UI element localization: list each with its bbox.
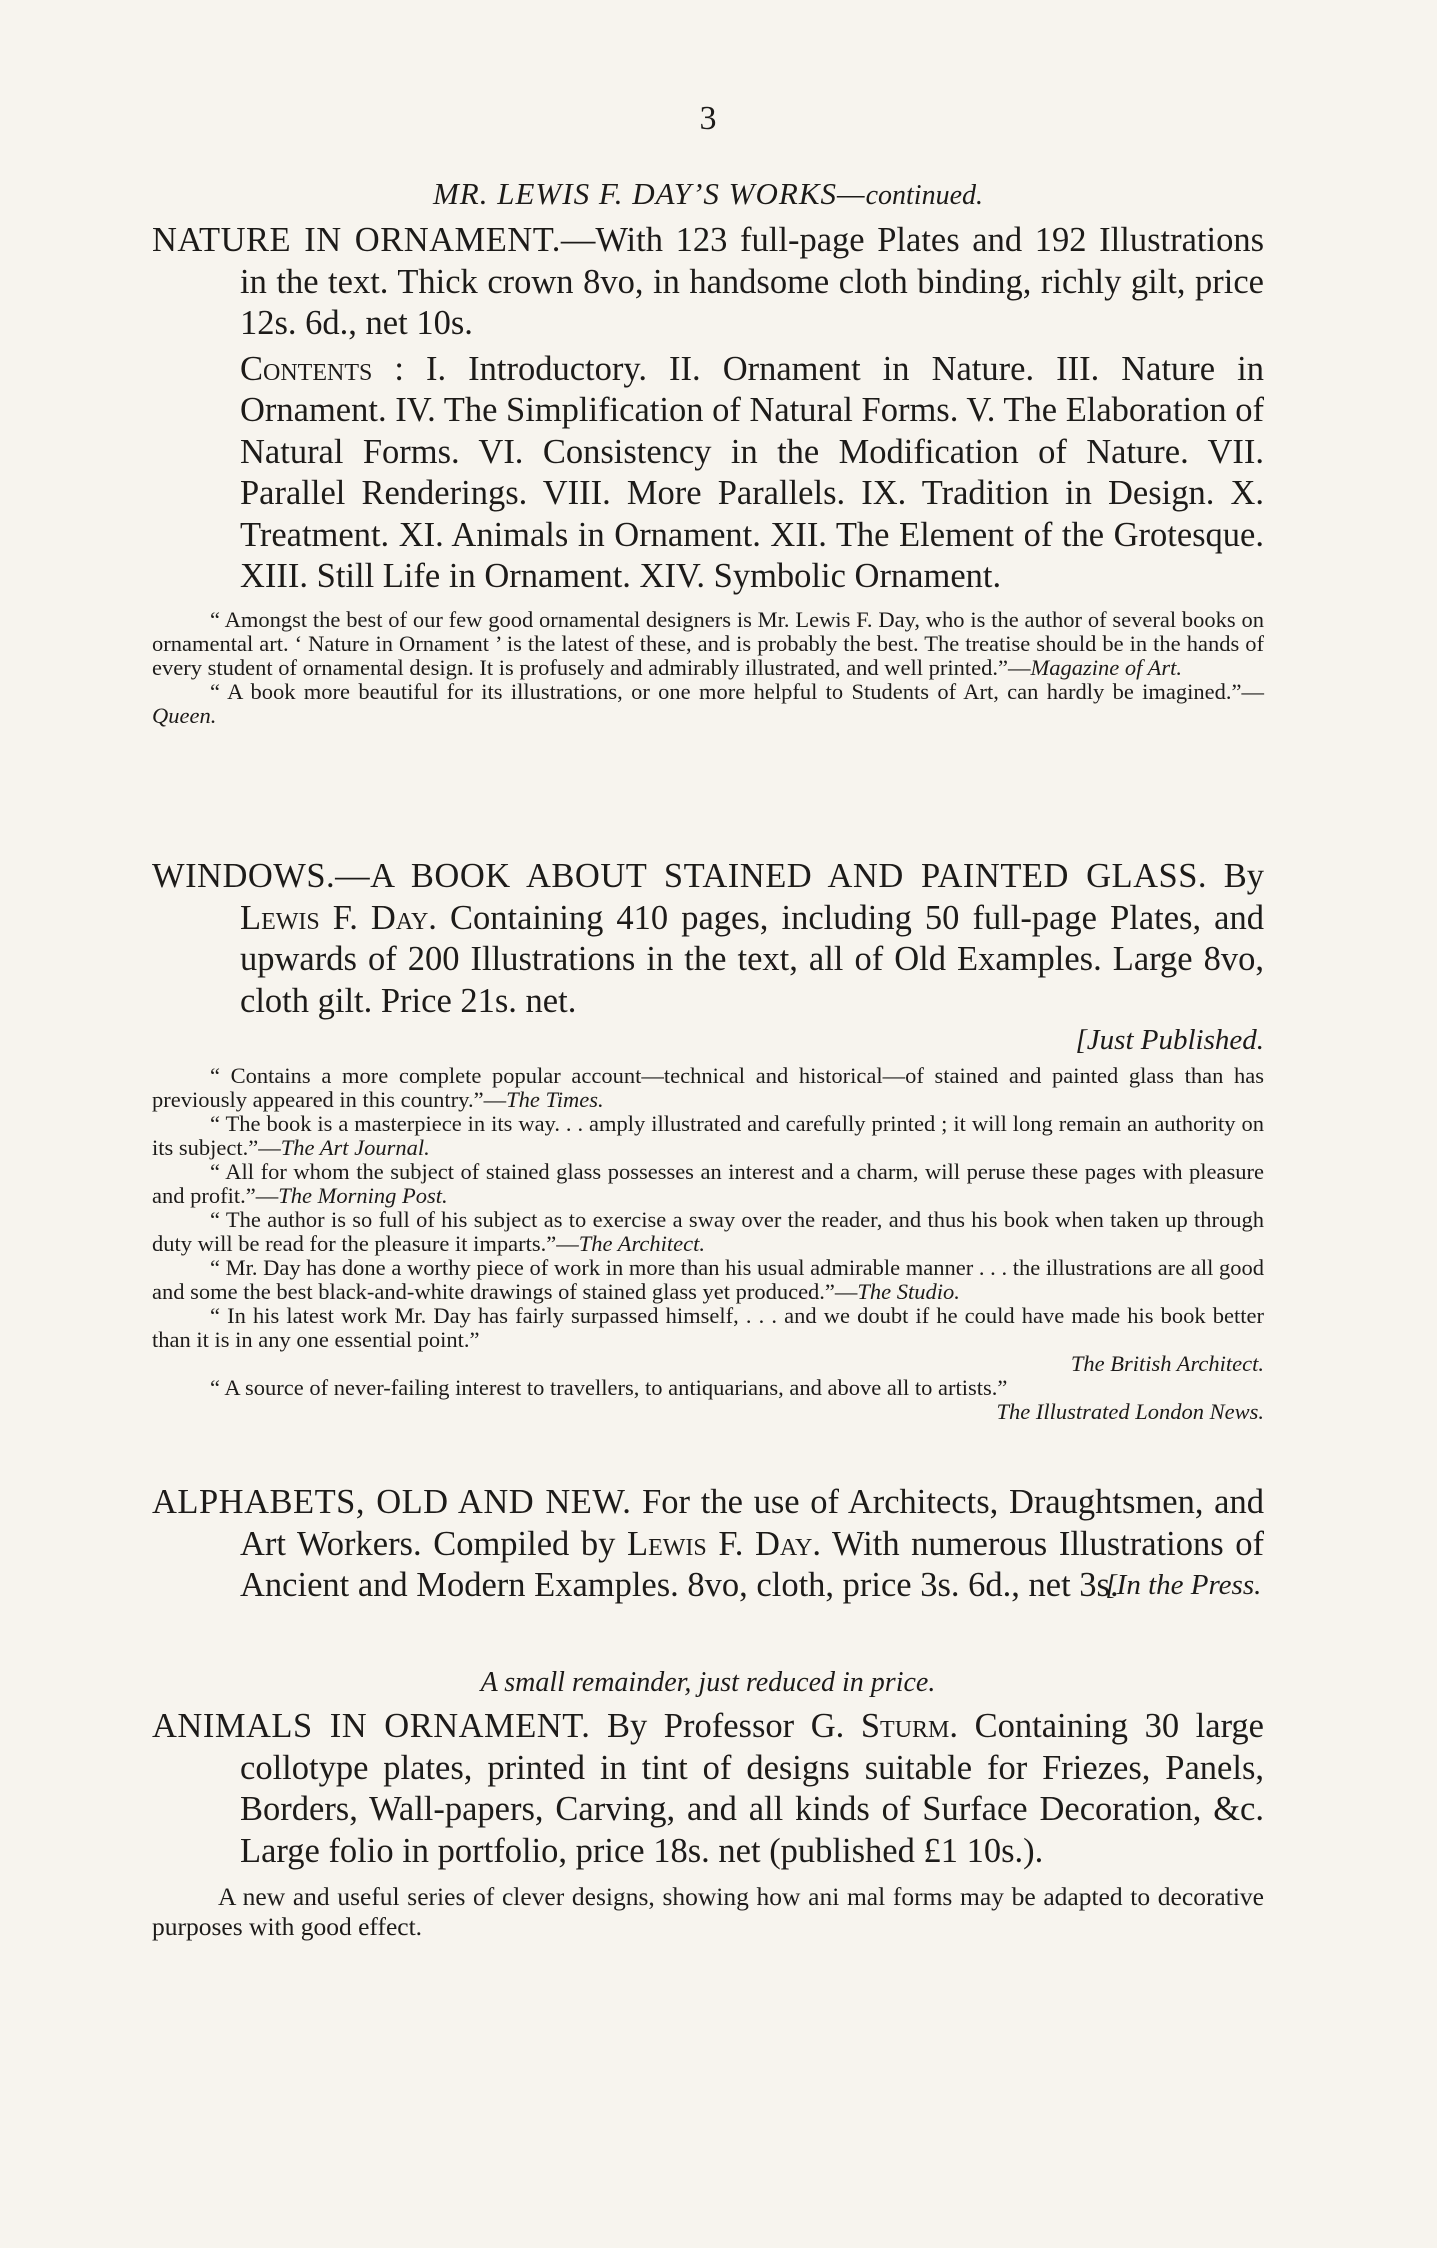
review-source: Queen. (152, 702, 217, 728)
nature-title: NATURE IN ORNAMENT. (152, 221, 561, 259)
review (152, 608, 1264, 680)
windows-author: Lewis F. Day. (240, 898, 437, 937)
review-text: “ All for whom the subject of stained glass possesses an interest and a charm, will peruse these pages with pleasure and profit.”— (152, 1159, 1264, 1208)
review-source: The British Architect. (1070, 1351, 1264, 1376)
alphabets-author: Lewis F. Day. (627, 1524, 821, 1563)
alphabets-status: [In the Press. (1105, 1569, 1262, 1601)
review (152, 1064, 1264, 1112)
running-head-main: MR. LEWIS F. DAY’S WORKS— (432, 176, 866, 211)
page-number: 3 (699, 100, 717, 137)
catalogue-page (152, 0, 1264, 2248)
running-head-continued: continued. (865, 180, 983, 211)
alphabets-desc: For the use of Architects, Draughtsmen, and Art Workers. Compiled by (240, 1483, 1264, 1563)
review-source: Magazine of Art. (1030, 654, 1182, 680)
review-text: “ The book is a masterpiece in its way. . . amply illustrated and carefully printed ; it will long remain an authority on its subject.”— (152, 1111, 1264, 1160)
remainder-note: A small remainder, just reduced in price. (480, 1667, 936, 1698)
windows-heading (152, 856, 1264, 1022)
review-source: The Illustrated London News. (996, 1399, 1264, 1424)
remainder-note-block (152, 1666, 1264, 1700)
animals-heading (152, 1706, 1264, 1872)
windows-title: WINDOWS.—A BOOK ABOUT STAINED AND PAINTED GLASS. (152, 857, 1208, 895)
alphabets-title: ALPHABETS, OLD AND NEW. (152, 1483, 632, 1521)
review (152, 680, 1264, 728)
review-text: “ Mr. Day has done a worthy piece of work in more than his usual admirable manner . . . the illustrations are all good and some the best black-and-white drawings of stained glass yet produced.”— (152, 1255, 1264, 1304)
review: “ A source of never-failing interest to travellers, to antiquarians, and above all to artists.” (210, 1375, 1008, 1400)
review: “ In his latest work Mr. Day has fairly surpassed himself, . . . and we doubt if he could have made his book better than it is in any one essential point.” (152, 1303, 1264, 1352)
windows-by: By (1207, 857, 1264, 895)
entry-nature-in-ornament (152, 220, 1264, 728)
alphabets-heading (152, 1482, 1264, 1607)
review (152, 1208, 1264, 1256)
animals-by: By Professor G. (590, 1707, 861, 1745)
nature-contents-list: I. Introductory. II. Ornament in Nature. III. Nature in Ornament. IV. The Simplification of Natural Forms. V. The Elaboration of Natural Forms. VI. Consistency in the Modification of Nature. VII. Parallel Renderings. VIII. More Parallels. IX. Tradition in Design. X. Treatment. XI. Animals in Ornament. XII. The Element of the Grotesque. XIII. Still Life in Ornament. XIV. Symbolic Ornament. (240, 349, 1264, 595)
windows-status: [Just Published. (1075, 1024, 1264, 1056)
entry-animals-in-ornament (152, 1706, 1264, 1942)
animals-title: ANIMALS IN ORNAMENT. (152, 1707, 591, 1745)
review-source: The Times. (506, 1087, 604, 1112)
alphabets-desc2: With numerous Illustrations of Ancient and Modern Examples. 8vo, cloth, price 3s. 6d., net 3s. (240, 1524, 1264, 1604)
nature-contents-label: Contents : (240, 349, 404, 388)
review-text: “ The author is so full of his subject as to exercise a sway over the reader, and thus his book when taken up through duty will be read for the pleasure it imparts.”— (152, 1207, 1264, 1256)
review-text: “ A book more beautiful for its illustrations, or one more helpful to Students of Art, can hardly be imagined.”— (210, 678, 1264, 704)
running-head (152, 176, 1264, 212)
entry-alphabets (152, 1482, 1264, 1607)
review-source: The Architect. (578, 1231, 705, 1256)
review-text: “ Amongst the best of our few good ornamental designers is Mr. Lewis F. Day, who is the author of several books on ornamental art. ‘ Nature in Ornament ’ is the latest of these, and is probably the best. The treatise should be in the hands of every student of ornamental design. It is profusely and admirably illustrated, and well printed.”— (152, 606, 1264, 680)
nature-contents (152, 349, 1264, 598)
nature-desc: —With 123 full-page Plates and 192 Illustrations in the text. Thick crown 8vo, in handsome cloth binding, richly gilt, price 12s. 6d., net 10s. (240, 221, 1265, 342)
animals-author: Sturm. (860, 1707, 959, 1745)
review (152, 1256, 1264, 1304)
review-source: The Art Journal. (280, 1135, 430, 1160)
review-source: The Studio. (857, 1279, 960, 1304)
review-text: “ Contains a more complete popular account—technical and historical—of stained and painted glass than has previously appeared in this country.”— (152, 1063, 1264, 1112)
windows-reviews (152, 1064, 1264, 1424)
animals-note: A new and useful series of clever designs, showing how ani mal forms may be adapted to decorative purposes with good effect. (152, 1882, 1264, 1941)
windows-desc: Containing 410 pages, including 50 full-page Plates, and upwards of 200 Illustrations in the text, all of Old Examples. Large 8vo, cloth gilt. Price 21s. net. (240, 898, 1264, 1020)
review-source: The Morning Post. (278, 1183, 448, 1208)
nature-reviews (152, 608, 1264, 728)
review (152, 1112, 1264, 1160)
review (152, 1160, 1264, 1208)
animals-desc: Containing 30 large collotype plates, printed in tint of designs suitable for Friezes, Panels, Borders, Wall-papers, Carving, and all kinds of Surface Decoration, &c. Large folio in portfolio, price 18s. net (published £1 10s.). (240, 1707, 1264, 1870)
entry-windows (152, 856, 1264, 1424)
nature-heading (152, 220, 1264, 345)
